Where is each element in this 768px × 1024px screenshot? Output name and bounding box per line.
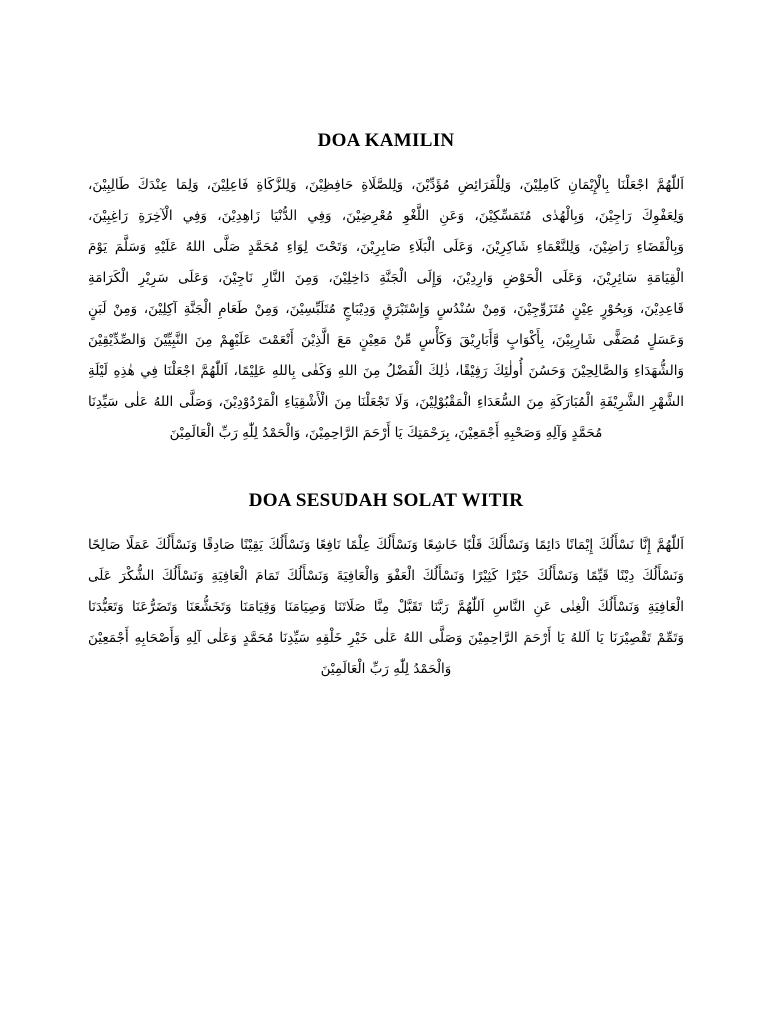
doa-witir-line: وَالْحَمْدُ لِلّٰهِ رَبِّ الْعَالَمِيْنَ	[320, 661, 452, 677]
doa-kamilin-line: وَلِعَفْوِكَ رَاجِيْنَ، وَبِالْهُدٰى مُتَمَسِّكِيْنَ، وَعَنِ اللَّغْوِ مُعْرِضِيْنَ، وَفِي الدُّنْيَا زَاهِدِيْنَ، وَفِي الْآخِرَةِ رَاغِبِيْنَ،	[88, 208, 684, 224]
doa-witir-line: الْعَافِيَةِ وَنَسْأَلُكَ الْغِنٰى عَنِ النَّاسِ اَللّٰهُمَّ رَبَّنَا تَقَبَّلْ مِنَّا صَلَاتَنَا وَصِيَامَنَا وَقِيَامَنَا وَتَخَشُّعَنَا وَتَضَرُّعَنَا وَتَعَبُّدَنَا	[88, 599, 684, 615]
doa-witir-title: DOA SESUDAH SOLAT WITIR	[248, 490, 524, 511]
doa-witir-line: وَتَمِّمْ تَقْصِيْرَنَا يَا اَللهُ يَا أَرْحَمَ الرَّاحِمِيْنَ وَصَلَّى اللهُ عَلٰى خَيْرِ خَلْقِهِ سَيِّدِنَا مُحَمَّدٍ وَعَلٰى آلِهِ وَأَصْحَابِهِ أَجْمَعِيْنَ	[88, 630, 684, 646]
doa-witir-section	[88, 490, 684, 685]
doa-witir-text	[88, 530, 684, 685]
doa-kamilin-section	[88, 130, 684, 449]
doa-kamilin-line: مُحَمَّدٍ وَآلِهِ وَصَحْبِهِ أَجْمَعِيْنَ، بِرَحْمَتِكَ يَا أَرْحَمَ الرَّاحِمِيْنَ، وَالْحَمْدُ لِلّٰهِ رَبِّ الْعَالَمِيْنَ	[169, 425, 603, 441]
doa-kamilin-title: DOA KAMILIN	[317, 130, 455, 151]
doa-kamilin-line: الْقِيَامَةِ سَائِرِيْنَ، وَعَلَى الْحَوْضِ وَارِدِيْنَ، وَإِلَى الْجَنَّةِ دَاخِلِيْنَ، وَمِنَ النَّارِ نَاجِيْنَ، وَعَلَى سَرِيْرِ الْكَرَامَةِ	[88, 270, 684, 286]
doa-kamilin-line: اَللّٰهُمَّ اجْعَلْنَا بِالْإِيْمَانِ كَامِلِيْنَ، وَلِلْفَرَائِضِ مُؤَدِّيْنَ، وَلِلصَّلَاةِ حَافِظِيْنَ، وَلِلزَّكَاةِ فَاعِلِيْنَ، وَلِمَا عِنْدَكَ طَالِبِيْنَ،	[88, 177, 684, 193]
doa-kamilin-line: وَالشُّهَدَاءِ وَالصَّالِحِيْنَ وَحَسُنَ أُولٰئِكَ رَفِيْقًا، ذٰلِكَ الْفَضْلُ مِنَ اللهِ وَكَفٰى بِاللهِ عَلِيْمًا، اَللّٰهُمَّ اجْعَلْنَا فِي هٰذِهِ لَيْلَةِ	[88, 363, 684, 379]
doa-witir-line: وَنَسْأَلُكَ دِيْنًا قَيِّمًا وَنَسْأَلُكَ خَيْرًا كَثِيْرًا وَنَسْأَلُكَ الْعَفْوَ وَالْعَافِيَةَ وَنَسْأَلُكَ تَمَامَ الْعَافِيَةِ وَنَسْأَلُكَ الشُّكْرَ عَلَى	[88, 568, 684, 584]
doa-witir-line: اَللّٰهُمَّ إِنَّا نَسْأَلُكَ إِيْمَانًا دَائِمًا وَنَسْأَلُكَ قَلْبًا خَاشِعًا وَنَسْأَلُكَ عِلْمًا نَافِعًا وَنَسْأَلُكَ يَقِيْنًا صَادِقًا وَنَسْأَلُكَ عَمَلًا صَالِحًا	[88, 537, 684, 553]
doa-kamilin-line: وَعَسَلٍ مُصَفًّى شَارِبِيْنَ، بِأَكْوَابٍ وَّأَبَارِيْقَ وَكَأْسٍ مِّنْ مَعِيْنٍ مَعَ الَّذِيْنَ أَنْعَمْتَ عَلَيْهِمْ مِنَ النَّبِيِّيْنَ وَالصِّدِّيْقِيْنَ	[88, 332, 684, 348]
doa-kamilin-line: وَبِالْقَضَاءِ رَاضِيْنَ، وَلِلنَّعْمَاءِ شَاكِرِيْنَ، وَعَلَى الْبَلَاءِ صَابِرِيْنَ، وَتَحْتَ لِوَاءِ مُحَمَّدٍ صَلَّى اللهُ عَلَيْهِ وَسَلَّمَ يَوْمَ	[88, 239, 684, 255]
doa-kamilin-line: قَاعِدِيْنَ، وَبِحُوْرٍ عِيْنٍ مُتَزَوِّجِيْنَ، وَمِنْ سُنْدُسٍ وَإِسْتَبْرَقٍ وَدِيْبَاجٍ مُتَلَبِّسِيْنَ، وَمِنْ طَعَامِ الْجَنَّةِ آكِلِيْنَ، وَمِنْ لَبَنٍ	[88, 301, 684, 317]
doa-kamilin-line: الشَّهْرِ الشَّرِيْفَةِ الْمُبَارَكَةِ مِنَ السُّعَدَاءِ الْمَقْبُوْلِيْنَ، وَلَا تَجْعَلْنَا مِنَ الْأَشْقِيَاءِ الْمَرْدُوْدِيْنَ، وَصَلَّى اللهُ عَلٰى سَيِّدِنَا	[88, 394, 684, 410]
doa-kamilin-text	[88, 170, 684, 449]
